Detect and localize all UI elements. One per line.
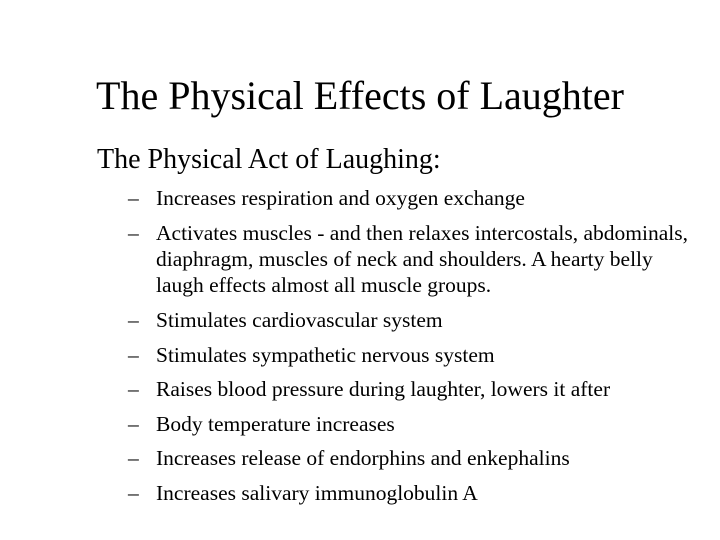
- dash-bullet-icon: –: [128, 411, 139, 436]
- dash-bullet-icon: –: [128, 186, 139, 210]
- slide-body: [97, 143, 697, 515]
- bullet-text: Body temperature increases: [156, 411, 395, 436]
- dash-bullet-icon: –: [128, 342, 139, 367]
- bullet-text: Raises blood pressure during laughter, lowers it after: [156, 377, 611, 402]
- dash-bullet-icon: –: [128, 446, 139, 471]
- slide-title: The Physical Effects of Laughter: [96, 73, 624, 118]
- bullet-text: Increases release of endorphins and enkephalins: [156, 446, 570, 471]
- bullet-point: [128, 411, 697, 437]
- bullet-text: Stimulates sympathetic nervous system: [156, 342, 495, 367]
- bullet-point: [128, 480, 697, 506]
- bullet-text: Increases respiration and oxygen exchange: [156, 186, 525, 210]
- dash-bullet-icon: –: [128, 480, 139, 505]
- bullet-text: Stimulates cardiovascular system: [156, 308, 443, 332]
- bullet-point: [128, 220, 697, 299]
- bullet-point: [128, 376, 697, 402]
- bullet-point: [128, 185, 697, 211]
- dash-bullet-icon: –: [128, 308, 139, 332]
- dash-bullet-icon: –: [128, 377, 139, 402]
- bullet-list: [97, 185, 697, 506]
- bullet-point: [128, 445, 697, 471]
- dash-bullet-icon: –: [128, 220, 139, 245]
- section-heading: The Physical Act of Laughing:: [97, 144, 441, 175]
- bullet-text: Increases salivary immunoglobulin A: [156, 480, 478, 505]
- bullet-point: [128, 342, 697, 368]
- bullet-point: [128, 307, 697, 333]
- bullet-text: Activates muscles - and then relaxes intercostals, abdominals, diaphragm, muscles of neck and shoulders. A hearty belly laugh effects almost all muscle groups.: [156, 220, 688, 298]
